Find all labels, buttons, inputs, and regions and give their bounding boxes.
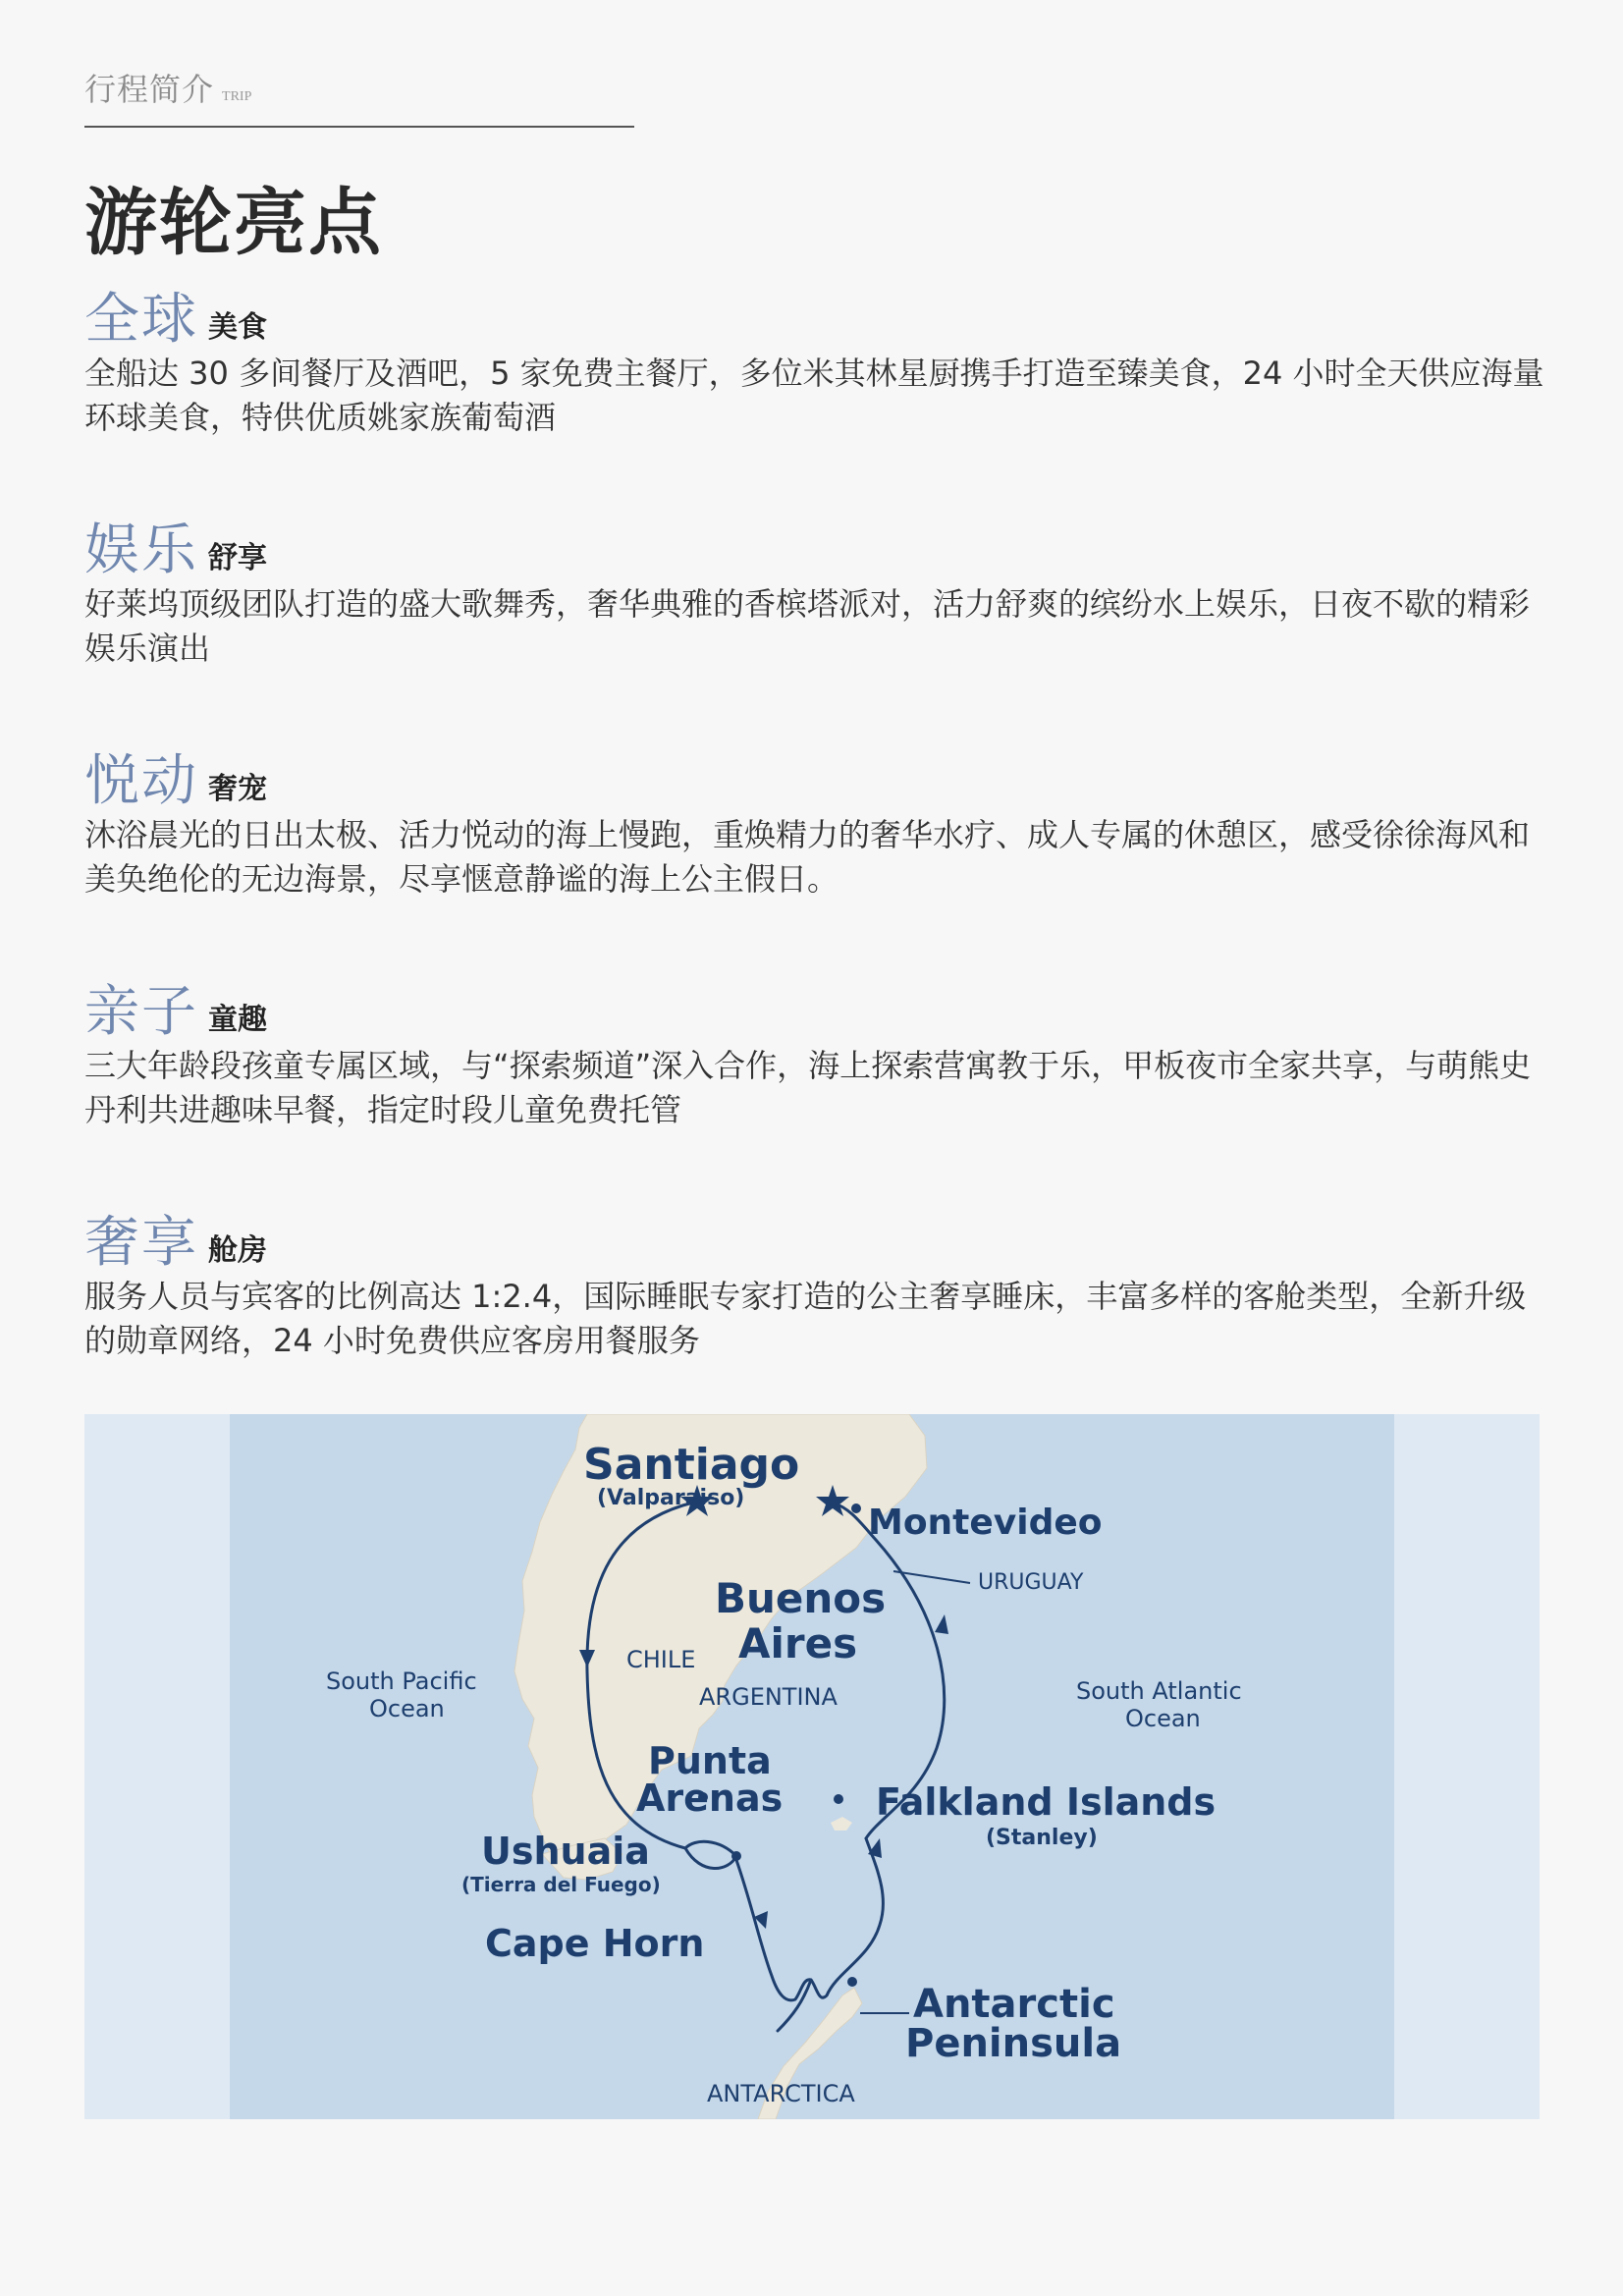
section-body: 服务人员与宾客的比例高达 1:2.4，国际睡眠专家打造的公主奢享睡床，丰富多样的客舱类型，全新升级的勋章网络，24 小时免费供应客房用餐服务 [84, 1278, 1527, 1359]
page-title: 游轮亮点 [84, 181, 383, 265]
section-body: 好莱坞顶级团队打造的盛大歌舞秀，奢华典雅的香槟塔派对，活力舒爽的缤纷水上娱乐，日夜不歇的精彩娱乐演出 [84, 585, 1531, 667]
section-heading-main: 奢享 [84, 1211, 198, 1275]
section-body: 三大年龄段孩童专属区域，与“探索频道”深入合作，海上探索营寓教于乐，甲板夜市全家共享，与萌熊史丹利共进趣味早餐，指定时段儿童免费托管 [84, 1047, 1532, 1128]
label-falkland: Falkland Islands [876, 1780, 1217, 1824]
label-santiago: Santiago [583, 1440, 800, 1490]
label-montevideo: Montevideo [868, 1503, 1103, 1543]
route-map-svg [84, 1414, 1540, 2119]
label-chile: CHILE [626, 1646, 696, 1673]
header-subtitle: TRIP [222, 89, 252, 104]
section-heading [84, 283, 1547, 352]
label-south-atlantic: South Atlantic [1076, 1677, 1242, 1705]
section-body: 沐浴晨光的日出太极、活力悦动的海上慢跑，重焕精力的奢华水疗、成人专属的休憩区，感受徐徐海风和美奂绝伦的无边海景，尽享惬意静谧的海上公主假日。 [84, 816, 1531, 898]
section-heading-sub: 奢宠 [208, 772, 267, 806]
section-heading-main: 悦动 [84, 749, 198, 813]
label-antarctic: Antarctic [913, 1982, 1115, 2027]
label-peninsula: Peninsula [905, 2021, 1122, 2066]
label-valparaiso: (Valparaiso) [597, 1486, 745, 1510]
section-heading-sub: 美食 [208, 310, 267, 345]
section-heading [84, 514, 1547, 582]
label-uruguay: URUGUAY [978, 1570, 1084, 1595]
port-dot-ushuaia-icon [731, 1851, 741, 1861]
section-heading-sub: 舒享 [208, 541, 267, 575]
section-header [84, 65, 251, 110]
label-stanley: (Stanley) [986, 1826, 1098, 1850]
section-body: 全船达 30 多间餐厅及酒吧，5 家免费主餐厅，多位米其林星厨携手打造至臻美食，24 小时全天供应海量环球美食，特供优质姚家族葡萄酒 [84, 355, 1544, 436]
label-buenos: Buenos [715, 1574, 887, 1622]
label-argentina: ARGENTINA [699, 1683, 838, 1711]
section-heading [84, 1206, 1547, 1275]
itinerary-map [84, 1414, 1540, 2119]
section-heading-main: 娱乐 [84, 519, 198, 582]
port-dot-falkland-icon [834, 1794, 843, 1804]
highlight-section-wellness [84, 744, 1547, 902]
label-punta: Punta [648, 1739, 772, 1782]
section-heading-main: 亲子 [84, 980, 198, 1044]
section-heading-main: 全球 [84, 288, 198, 352]
label-ushuaia: Ushuaia [481, 1830, 650, 1873]
label-tierra: (Tierra del Fuego) [461, 1873, 661, 1896]
label-south-pacific: South Pacific [326, 1667, 477, 1695]
header-divider [84, 126, 634, 128]
label-aires: Aires [738, 1619, 858, 1667]
section-heading [84, 975, 1547, 1044]
port-dot-montevideo-icon [851, 1503, 861, 1513]
highlight-section-family [84, 975, 1547, 1132]
highlight-section-entertainment [84, 514, 1547, 671]
highlight-section-cabins [84, 1206, 1547, 1363]
section-heading-sub: 童趣 [208, 1003, 267, 1037]
header-title: 行程简介 [84, 71, 215, 108]
highlight-section-food [84, 283, 1547, 440]
label-atlantic-ocean: Ocean [1125, 1705, 1201, 1732]
label-antarctica: ANTARCTICA [707, 2080, 855, 2107]
port-dot-antarctic-icon [847, 1977, 857, 1987]
section-heading [84, 744, 1547, 813]
label-pacific-ocean: Ocean [369, 1695, 445, 1722]
label-cape-horn: Cape Horn [485, 1922, 705, 1965]
label-arenas: Arenas [636, 1777, 784, 1820]
section-heading-sub: 舱房 [208, 1233, 267, 1268]
